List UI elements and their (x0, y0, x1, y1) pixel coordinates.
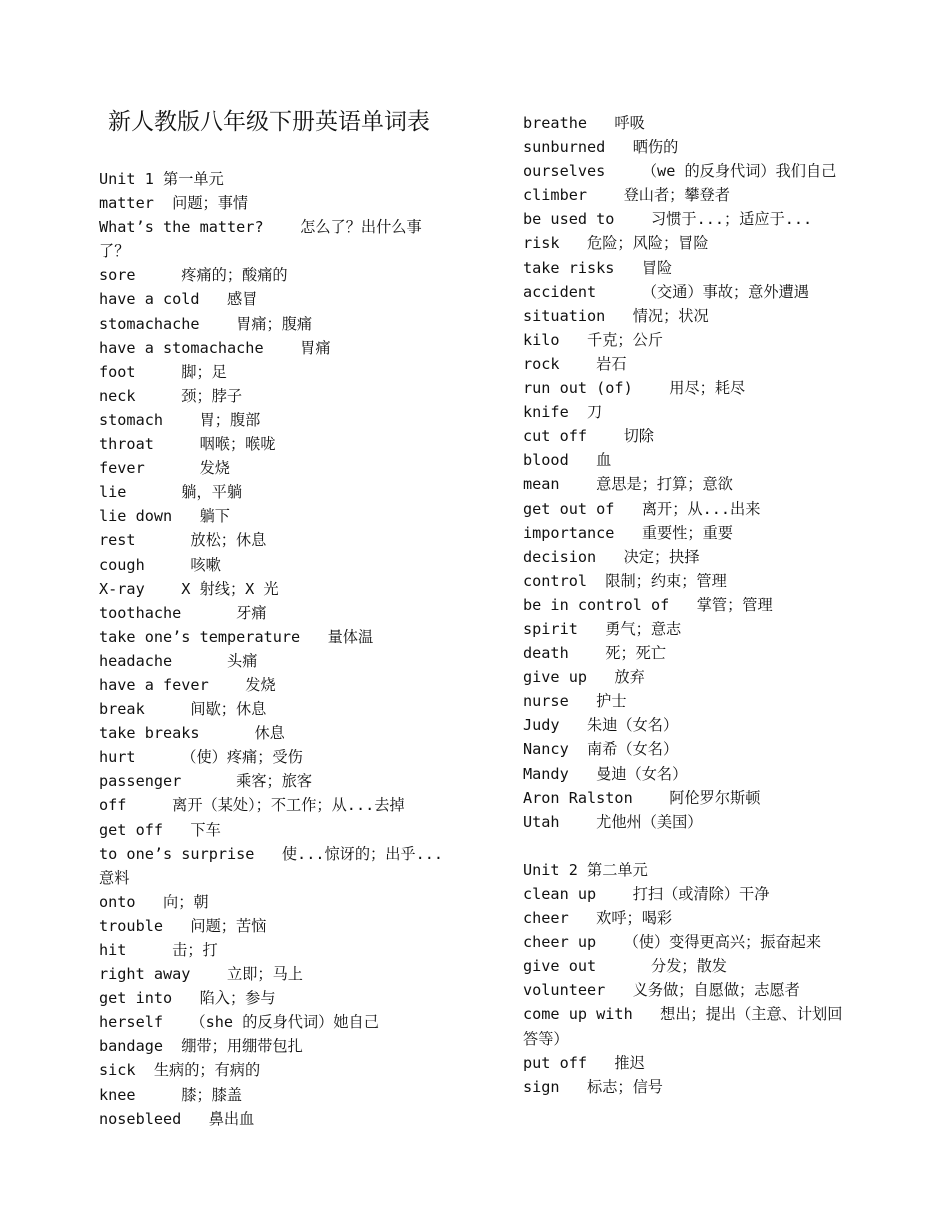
vocab-line: trouble 问题；苦恼 (99, 916, 267, 935)
vocab-line: hit 击；打 (99, 941, 218, 959)
vocab-line: cheer 欢呼；喝彩 (523, 909, 673, 928)
vocab-line: bandage 绷带；用绷带包扎 (99, 1037, 303, 1056)
vocab-line: off 离开（某处）；不工作；从...去掉 (99, 796, 405, 815)
vocab-line: cheer up （使）变得更高兴；振奋起来 (523, 933, 822, 952)
vocab-line: herself （she 的反身代词）她自己 (99, 1013, 379, 1032)
vocab-line: control 限制；约束；管理 (523, 571, 727, 590)
vocab-line: clean up 打扫（或清除）干净 (523, 885, 770, 903)
document-title: 新人教版八年级下册英语单词表 (108, 109, 430, 135)
vocab-line: break 间歇；休息 (99, 700, 267, 719)
vocab-line: take breaks 休息 (99, 724, 285, 743)
vocab-line: to one’s surprise 使...惊讶的；出乎... (99, 844, 444, 863)
vocab-line: sick 生病的；有病的 (99, 1061, 261, 1080)
vocab-line: get off 下车 (99, 820, 221, 839)
vocab-line: stomach 胃；腹部 (99, 410, 261, 429)
vocab-line: nurse 护士 (523, 692, 627, 711)
vocab-line: Utah 尤他州（美国） (523, 812, 703, 831)
vocab-line: stomachache 胃痛；腹痛 (99, 314, 313, 333)
vocab-line: What’s the matter? 怎么了？出什么事 (99, 218, 422, 237)
vocab-line: Nancy 南希（女名） (523, 740, 679, 759)
vocab-line: throat 咽喉；喉咙 (99, 435, 276, 454)
vocab-line: knee 膝；膝盖 (99, 1085, 243, 1104)
vocab-line: Mandy 曼迪（女名） (523, 764, 688, 783)
vocab-line: run out (of) 用尽；耗尽 (523, 379, 746, 398)
vocab-line: fever 发烧 (99, 459, 230, 478)
vocab-line: death 死；死亡 (523, 644, 667, 663)
vocab-line: right away 立即；马上 (99, 965, 303, 984)
vocab-line: rest 放松；休息 (99, 531, 267, 550)
vocab-line: hurt （使）疼痛；受伤 (99, 748, 303, 767)
vocab-line: 了？ (99, 242, 130, 261)
vocab-line: lie down 躺下 (99, 507, 230, 526)
vocab-line: give out 分发；散发 (523, 957, 727, 976)
vocab-line: get into 陷入；参与 (99, 989, 276, 1008)
vocab-line: decision 决定；抉择 (523, 547, 700, 566)
vocab-line: onto 向；朝 (99, 892, 209, 911)
vocab-line: be used to 习惯于...；适应于... (523, 210, 813, 229)
vocab-line: be in control of 掌管；管理 (523, 595, 773, 614)
vocab-line: toothache 牙痛 (99, 603, 267, 622)
vocab-line: cough 咳嗽 (99, 555, 221, 574)
vocab-line: put off 推迟 (523, 1053, 645, 1072)
vocab-line: volunteer 义务做；自愿做；志愿者 (523, 981, 800, 1000)
vocab-line: 意料 (99, 868, 130, 887)
vocab-line: importance 重要性；重要 (523, 523, 733, 542)
vocab-line: rock 岩石 (523, 354, 627, 373)
vocab-line: Aron Ralston 阿伦罗尔斯顿 (523, 788, 761, 807)
vocab-line: have a stomachache 胃痛 (99, 338, 331, 357)
vocab-line: nosebleed 鼻出血 (99, 1109, 255, 1128)
vocab-line: Judy 朱迪（女名） (523, 716, 679, 735)
vocab-line: climber 登山者；攀登者 (523, 186, 730, 205)
vocab-line: foot 脚；足 (99, 362, 227, 381)
right-column (523, 111, 903, 1099)
vocab-line: kilo 千克；公斤 (523, 330, 663, 349)
vocab-line: X-ray X 射线；X 光 (99, 579, 279, 598)
left-column (99, 167, 479, 1131)
vocab-line: breathe 呼吸 (523, 114, 645, 132)
vocab-line: blood 血 (523, 451, 612, 470)
vocab-line: give up 放弃 (523, 668, 645, 687)
vocab-line: accident （交通）事故；意外遭遇 (523, 282, 809, 301)
vocab-line: risk 危险；风险；冒险 (523, 234, 709, 253)
vocab-line: have a fever 发烧 (99, 675, 276, 694)
vocab-line: sore 疼痛的；酸痛的 (99, 266, 288, 285)
vocab-line: lie 躺，平躺 (99, 483, 243, 502)
vocab-line: get out of 离开；从...出来 (523, 499, 761, 518)
vocab-line: mean 意思是；打算；意欲 (523, 475, 733, 494)
vocab-line: headache 头痛 (99, 651, 258, 670)
vocab-line: have a cold 感冒 (99, 290, 258, 309)
blank-line (523, 834, 903, 858)
vocab-line: take one’s temperature 量体温 (99, 627, 374, 646)
vocab-line: take risks 冒险 (523, 258, 673, 277)
vocab-line: knife 刀 (523, 403, 603, 422)
vocab-line: matter 问题；事情 (99, 194, 249, 213)
vocab-line: 答等） (523, 1029, 569, 1048)
vocab-line: ourselves （we 的反身代词）我们自己 (523, 162, 837, 181)
vocab-line: Unit 2 第二单元 (523, 860, 648, 879)
vocab-line: spirit 勇气；意志 (523, 619, 682, 638)
vocab-line: come up with 想出；提出（主意、计划回 (523, 1005, 843, 1024)
vocab-line: sign 标志；信号 (523, 1077, 663, 1096)
vocab-line: passenger 乘客；旅客 (99, 772, 313, 791)
vocab-line: neck 颈；脖子 (99, 386, 243, 405)
vocab-line: sunburned 晒伤的 (523, 138, 679, 157)
vocab-line: situation 情况；状况 (523, 306, 709, 325)
vocab-line: cut off 切除 (523, 427, 654, 446)
vocab-line: Unit 1 第一单元 (99, 170, 224, 188)
